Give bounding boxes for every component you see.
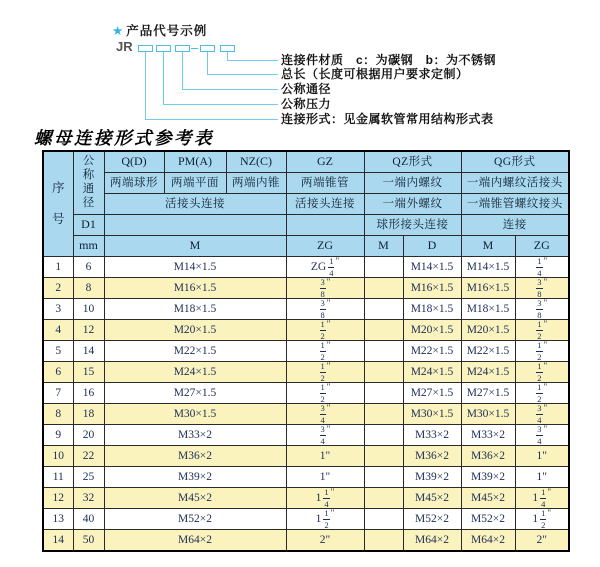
code-dash — [191, 48, 198, 49]
cell-qg-zg: $\frac{1}{2}$ " — [515, 341, 569, 362]
header-d1: D1 — [73, 215, 104, 236]
cell-seq: 9 — [43, 425, 73, 446]
cell-dn: 14 — [73, 341, 104, 362]
cell-dn: 25 — [73, 467, 104, 488]
cell-qz-m — [364, 341, 403, 362]
cell-seq: 3 — [43, 299, 73, 320]
cell-qz-d: M45×2 — [403, 488, 461, 509]
cell-m: M18×1.5 — [104, 299, 286, 320]
cell-qz-d: M22×1.5 — [403, 341, 461, 362]
table-row — [43, 278, 569, 299]
cell-m: M20×1.5 — [104, 320, 286, 341]
cell-seq: 1 — [43, 257, 73, 278]
header-qz-m: M — [364, 236, 403, 257]
table-row — [43, 320, 569, 341]
code-box-1 — [138, 45, 153, 52]
cell-qz-m — [364, 383, 403, 404]
cell-qz-d: M20×1.5 — [403, 320, 461, 341]
cell-seq: 14 — [43, 530, 73, 552]
cell-dn: 8 — [73, 278, 104, 299]
cell-qg-zg: $\frac{3}{4}$ " — [515, 425, 569, 446]
cell-dn: 22 — [73, 446, 104, 467]
header-dn: 公称通径 — [73, 151, 104, 215]
diagram-title — [112, 21, 207, 39]
cell-qz-m — [364, 362, 403, 383]
cell-gz: $\frac{1}{2}$ " — [286, 383, 364, 404]
cell-qg-m: M20×1.5 — [461, 320, 515, 341]
cell-qz-d: M33×2 — [403, 425, 461, 446]
cell-gz: 1 $\frac{1}{4}$ " — [286, 488, 364, 509]
table-row — [43, 488, 569, 509]
cell-seq: 10 — [43, 446, 73, 467]
header-nz-c: NZ(C) — [226, 151, 286, 173]
cell-qg-zg: $\frac{3}{8}$ " — [515, 278, 569, 299]
header-qz-connect: 球形接头连接 — [364, 215, 461, 236]
header-seq: 序号 — [43, 151, 73, 257]
cell-dn: 10 — [73, 299, 104, 320]
header-gz-desc: 两端锥管 — [286, 173, 364, 194]
cell-m: M30×1.5 — [104, 404, 286, 425]
header-nz-desc: 两端内锥 — [226, 173, 286, 194]
cell-qg-m: M22×1.5 — [461, 341, 515, 362]
header-qg-m: M — [461, 236, 515, 257]
cell-dn: 16 — [73, 383, 104, 404]
cell-m: M45×2 — [104, 488, 286, 509]
cell-qg-zg: $\frac{1}{2}$ " — [515, 320, 569, 341]
code-box-5 — [220, 45, 235, 52]
cell-seq: 13 — [43, 509, 73, 530]
cell-qz-m — [364, 278, 403, 299]
cell-seq: 11 — [43, 467, 73, 488]
cell-qz-d: M36×2 — [403, 446, 461, 467]
header-q-desc: 两端球形 — [104, 173, 164, 194]
cell-dn: 20 — [73, 425, 104, 446]
header-qg-desc2: 一端锥管螺纹接头 — [461, 194, 569, 215]
cell-qg-m: M45×2 — [461, 488, 515, 509]
cell-seq: 2 — [43, 278, 73, 299]
table-row — [43, 362, 569, 383]
header-qg-desc1: 一端内螺纹活接头 — [461, 173, 569, 194]
cell-gz: ZG $\frac{1}{4}$ " — [286, 257, 364, 278]
cell-m: M64×2 — [104, 530, 286, 552]
table-row — [43, 383, 569, 404]
cell-gz: $\frac{3}{8}$ " — [286, 278, 364, 299]
table-row — [43, 446, 569, 467]
cell-seq: 5 — [43, 341, 73, 362]
table-body — [43, 257, 569, 552]
cell-gz: $\frac{1}{2}$ " — [286, 320, 364, 341]
cell-dn: 40 — [73, 509, 104, 530]
cell-gz: 2" — [286, 530, 364, 552]
cell-qz-d: M16×1.5 — [403, 278, 461, 299]
header-m: M — [104, 236, 286, 257]
table-row — [43, 299, 569, 320]
cell-m: M39×2 — [104, 467, 286, 488]
cell-gz: $\frac{3}{4}$ " — [286, 404, 364, 425]
cell-dn: 15 — [73, 362, 104, 383]
cell-seq: 4 — [43, 320, 73, 341]
star-icon: ★ — [112, 24, 125, 38]
cell-qg-m: M18×1.5 — [461, 299, 515, 320]
cell-qz-d: M52×2 — [403, 509, 461, 530]
reference-table — [42, 150, 570, 552]
cell-m: M36×2 — [104, 446, 286, 467]
cell-qg-zg: $\frac{1}{2}$ " — [515, 383, 569, 404]
cell-qz-d: M30×1.5 — [403, 404, 461, 425]
cell-gz: 1 $\frac{1}{2}$ " — [286, 509, 364, 530]
cell-m: M52×2 — [104, 509, 286, 530]
table-row — [43, 341, 569, 362]
cell-seq: 8 — [43, 404, 73, 425]
cell-qz-m — [364, 530, 403, 552]
diagram-label: 总长（长度可根据用户要求定制） — [281, 67, 469, 81]
header-qz-desc1: 一端内螺纹 — [364, 173, 461, 194]
cell-gz: 1" — [286, 467, 364, 488]
header-blank-gz — [286, 215, 364, 236]
cell-qz-m — [364, 446, 403, 467]
cell-dn: 32 — [73, 488, 104, 509]
cell-dn: 6 — [73, 257, 104, 278]
header-union-connect: 活接头连接 — [104, 194, 286, 215]
header-zg: ZG — [286, 236, 364, 257]
cell-gz: $\frac{3}{8}$ " — [286, 299, 364, 320]
table-row — [43, 509, 569, 530]
header-qg-form: QG形式 — [461, 151, 569, 173]
table-row — [43, 467, 569, 488]
header-qz-desc2: 一端外螺纹 — [364, 194, 461, 215]
cell-qz-m — [364, 425, 403, 446]
cell-m: M16×1.5 — [104, 278, 286, 299]
cell-qz-d: M39×2 — [403, 467, 461, 488]
table-row — [43, 257, 569, 278]
cell-qz-m — [364, 488, 403, 509]
code-box-3 — [175, 45, 190, 52]
header-pm-desc: 两端平面 — [164, 173, 226, 194]
cell-seq: 12 — [43, 488, 73, 509]
cell-qg-m: M36×2 — [461, 446, 515, 467]
product-code-diagram — [0, 0, 600, 130]
cell-qg-zg: 1" — [515, 446, 569, 467]
code-box-4 — [200, 45, 215, 52]
cell-qz-m — [364, 320, 403, 341]
cell-gz: 1" — [286, 446, 364, 467]
cell-qg-zg: $\frac{1}{4}$ " — [515, 257, 569, 278]
cell-qg-zg: 1" — [515, 467, 569, 488]
cell-m: M33×2 — [104, 425, 286, 446]
cell-qz-d: M64×2 — [403, 530, 461, 552]
cell-gz: $\frac{1}{2}$ " — [286, 341, 364, 362]
diagram-title-text: 产品代号示例 — [126, 24, 208, 38]
diagram-label: 公称压力 — [281, 97, 332, 111]
cell-dn: 50 — [73, 530, 104, 552]
cell-qz-m — [364, 299, 403, 320]
cell-qz-m — [364, 404, 403, 425]
cell-seq: 6 — [43, 362, 73, 383]
cell-qg-m: M52×2 — [461, 509, 515, 530]
header-gz: GZ — [286, 151, 364, 173]
table-row — [43, 425, 569, 446]
cell-qz-d: M14×1.5 — [403, 257, 461, 278]
table-title: 螺母连接形式参考表 — [34, 128, 214, 148]
table-row — [43, 530, 569, 552]
cell-gz: $\frac{1}{2}$ " — [286, 362, 364, 383]
diagram-label: 连接形式：见金属软管常用结构形式表 — [281, 112, 494, 126]
header-qz-form: QZ形式 — [364, 151, 461, 173]
cell-qg-m: M16×1.5 — [461, 278, 515, 299]
header-blank-union — [104, 215, 286, 236]
cell-seq: 7 — [43, 383, 73, 404]
cell-m: M24×1.5 — [104, 362, 286, 383]
cell-m: M22×1.5 — [104, 341, 286, 362]
cell-qg-zg: $\frac{3}{4}$ " — [515, 404, 569, 425]
cell-qg-zg: 1 $\frac{1}{4}$ " — [515, 488, 569, 509]
header-mm: mm — [73, 236, 104, 257]
cell-qz-m — [364, 257, 403, 278]
header-gz-connect: 活接头连接 — [286, 194, 364, 215]
cell-qg-m: M24×1.5 — [461, 362, 515, 383]
cell-dn: 12 — [73, 320, 104, 341]
diagram-label: 连接件材质 c：为碳钢 b：为不锈钢 — [281, 53, 497, 67]
header-q-d: Q(D) — [104, 151, 164, 173]
cell-qg-zg: $\frac{3}{8}$ " — [515, 299, 569, 320]
cell-qg-zg: 2" — [515, 530, 569, 552]
code-box-2 — [156, 45, 171, 52]
cell-qg-m: M33×2 — [461, 425, 515, 446]
table-header — [43, 151, 569, 257]
cell-qz-d: M27×1.5 — [403, 383, 461, 404]
header-qg-zg: ZG — [515, 236, 569, 257]
cell-qg-zg: $\frac{1}{2}$ " — [515, 362, 569, 383]
cell-m: M14×1.5 — [104, 257, 286, 278]
header-qz-d: D — [403, 236, 461, 257]
cell-qg-m: M27×1.5 — [461, 383, 515, 404]
table-row — [43, 404, 569, 425]
cell-qg-m: M14×1.5 — [461, 257, 515, 278]
cell-dn: 18 — [73, 404, 104, 425]
header-pm-a: PM(A) — [164, 151, 226, 173]
cell-qz-m — [364, 467, 403, 488]
code-prefix: JR — [116, 39, 133, 54]
diagram-label: 公称通径 — [281, 82, 332, 96]
cell-qg-zg: 1 $\frac{1}{2}$ " — [515, 509, 569, 530]
cell-m: M27×1.5 — [104, 383, 286, 404]
callout-line — [145, 52, 278, 120]
cell-qg-m: M30×1.5 — [461, 404, 515, 425]
cell-qz-m — [364, 509, 403, 530]
cell-qz-d: M18×1.5 — [403, 299, 461, 320]
cell-gz: $\frac{3}{4}$ " — [286, 425, 364, 446]
cell-qg-m: M64×2 — [461, 530, 515, 552]
cell-qz-d: M24×1.5 — [403, 362, 461, 383]
cell-qg-m: M39×2 — [461, 467, 515, 488]
header-qg-connect: 连接 — [461, 215, 569, 236]
